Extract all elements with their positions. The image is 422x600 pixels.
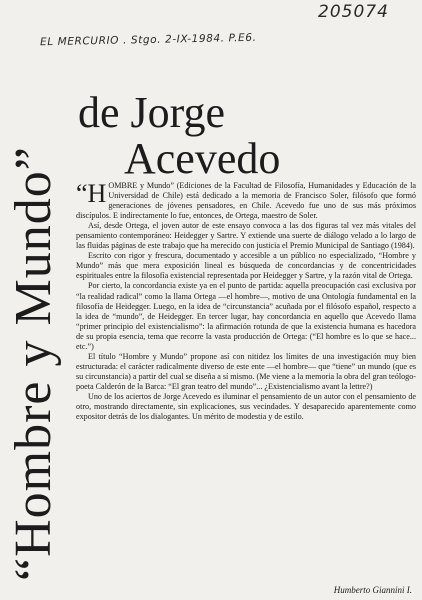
article-paragraph: Uno de los aciertos de Jorge Acevedo es iluminar el pensamiento de un autor con el pensamiento de otro, mostrando directamente, sin explicaciones, sus vecindades. Y desaparecido aparentemente como expositor detrás de los dialogantes. Un mérito de modestia y de estilo. xyxy=(76,391,416,422)
headline-line-2: Acevedo xyxy=(124,134,281,183)
handwritten-source-note: EL MERCURIO . Stgo. 2-IX-1984. P.E6. xyxy=(39,31,257,49)
article-body xyxy=(76,181,416,422)
vertical-title-text: “Hombre y Mundo” xyxy=(5,146,62,581)
vertical-title xyxy=(4,86,64,581)
drop-cap: “H xyxy=(76,179,107,208)
handwritten-archive-number: 205074 xyxy=(318,2,389,22)
paragraph-text: OMBRE y Mundo” (Ediciones de la Facultad de Filosofía, Humanidades y Educación de la Universidad de Chile) está dedicado a la memoria de Francisco Soler, filósofo que formó generaciones de jóvenes pensadores, en Chile. Acevedo fue uno de sus más próximos discípulos. E indirectamente lo fue, entonces, de Ortega, maestro de Soler. xyxy=(76,181,416,221)
article-paragraph: Así, desde Ortega, el joven autor de este ensayo convoca a las dos figuras tal vez más vitales del pensamiento contemporáneo: Heidegger y Sartre. Y extiende una suerte de diálogo velado a lo largo de las fluidas páginas de este trabajo que ha merecido con justicia el Premio Municipal de Santiago (1984). xyxy=(76,221,416,251)
article-paragraph xyxy=(76,181,416,221)
article-paragraph: Escrito con rigor y frescura, documentado y accesible a un público no especializado, “Hombre y Mundo” más que mera exposición lineal es búsqueda de concordancias y de concentricidades espirituales entre la filosofía existencial representada por Heidegger y Sartre, y la razón vital de Ortega. xyxy=(76,251,416,281)
article-paragraph: El título “Hombre y Mundo” propone así con nitidez los límites de una investigación muy bien estructurada: el carácter radicalmente diverso de este ente —el hombre— que “tiene” un mundo (que es su circunstancia) a partir del cual se diseña a sí mismo. (Me viene a la memoria la obra del gran teólogo-poeta Calderón de la Barca: “El gran teatro del mundo”... ¿Existencialismo avant la lettre?) xyxy=(76,351,416,391)
headline xyxy=(78,90,378,182)
author-byline: Humberto Giannini I. xyxy=(333,585,412,595)
article-paragraph: Por cierto, la concordancia existe ya en el punto de partida: aquella preocupación casi exclusiva por “la realidad radical” como la llama Ortega —el hombre—, motivo de una Ontología fundamental en la filosofía de Heidegger. Luego, en la idea de “circunstancia” acuñada por el filósofo español, respecto a la idea de “mundo”, de Heidegger. En tercer lugar, hay concordancia en aquello que Acevedo llama “primer principio del existencialismo”: la afirmación rotunda de que la existencia humana es hacedora de su propia esencia, tema que recorre la vasta producción de Ortega: (“El hombre es lo que se hace... etc.”) xyxy=(76,281,416,351)
headline-line-1: de Jorge xyxy=(78,88,226,137)
